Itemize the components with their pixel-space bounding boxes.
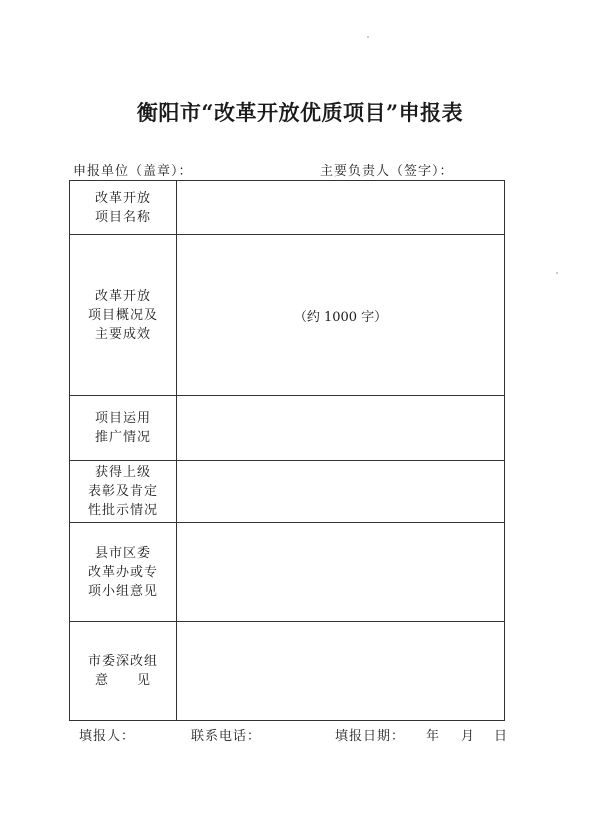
- applicant-unit-label: 申报单位（盖章）：: [73, 164, 193, 179]
- label-line: 项目运用: [94, 411, 151, 426]
- label-line: 项目概况及: [87, 307, 158, 323]
- label-line: 改革办或专: [87, 564, 158, 580]
- table-row: [70, 396, 505, 461]
- label-line: 表彰及肯定: [87, 484, 158, 499]
- scan-speck: [367, 36, 369, 38]
- year-label: 年: [426, 729, 441, 744]
- label-line: 改革开放: [94, 288, 151, 304]
- table-row: [70, 523, 505, 622]
- label-line: 推广情况: [94, 430, 151, 445]
- commendations-field[interactable]: [177, 461, 505, 523]
- page-title: 衡阳市“改革开放优质项目”申报表: [136, 100, 464, 125]
- row-label-county-opinion: [70, 523, 177, 622]
- responsible-person-label: 主要负责人（签字）：: [320, 164, 454, 179]
- row-label-project-overview: [70, 235, 177, 396]
- label-line: 县市区委: [94, 545, 151, 561]
- table-row: [70, 181, 505, 235]
- row-label-project-name: [70, 181, 177, 235]
- phone-label: 联系电话：: [191, 729, 262, 744]
- project-name-field[interactable]: [177, 181, 505, 235]
- table-row: [70, 235, 505, 396]
- project-overview-field[interactable]: （约 1000 字）: [177, 235, 505, 396]
- filler-label: 填报人：: [79, 729, 136, 744]
- municipal-opinion-field[interactable]: [177, 622, 505, 721]
- table-row: [70, 622, 505, 721]
- table-row: [70, 461, 505, 523]
- label-line: 意 见: [94, 673, 151, 688]
- label-line: 项小组意见: [87, 583, 158, 599]
- date-label: 填报日期：: [335, 729, 406, 744]
- label-line: 市委深改组: [87, 654, 158, 669]
- label-line: 项目名称: [94, 209, 151, 225]
- row-label-municipal-opinion: [70, 622, 177, 721]
- promotion-field[interactable]: [177, 396, 505, 461]
- label-line: 获得上级: [94, 465, 151, 480]
- county-opinion-field[interactable]: [177, 523, 505, 622]
- row-label-promotion: [70, 396, 177, 461]
- label-line: 性批示情况: [87, 503, 158, 518]
- label-line: 主要成效: [94, 326, 151, 342]
- month-label: 月: [461, 729, 476, 744]
- scan-speck: [556, 272, 558, 274]
- row-label-commendations: [70, 461, 177, 523]
- day-label: 日: [494, 729, 509, 744]
- label-line: 改革开放: [94, 190, 151, 206]
- application-form-table: [69, 180, 505, 721]
